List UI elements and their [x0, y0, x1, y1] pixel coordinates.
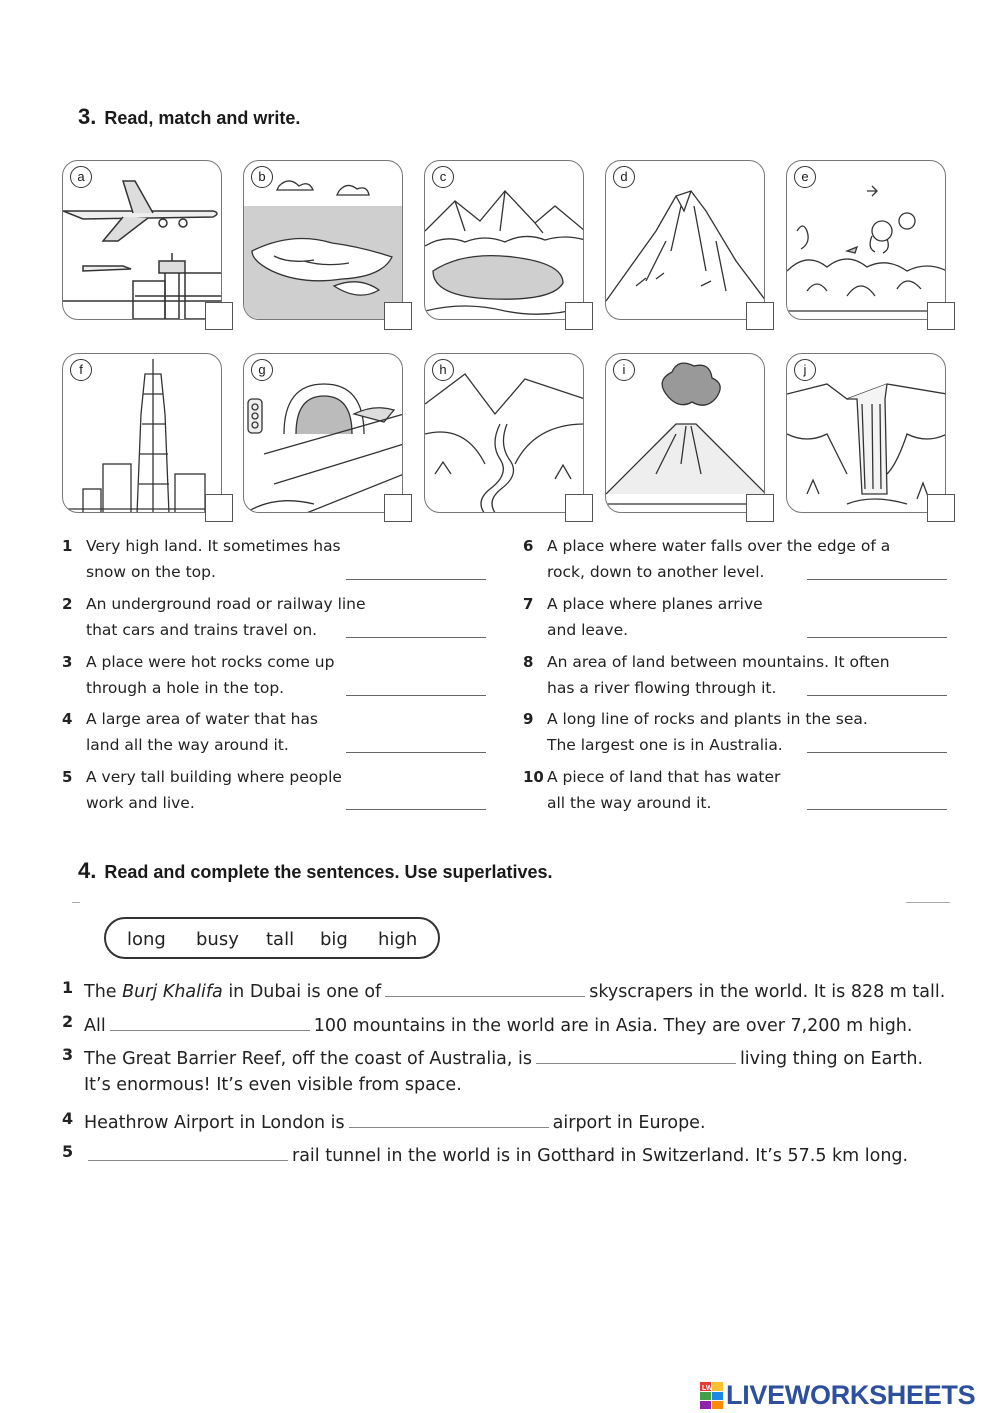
answer-line-1[interactable] — [346, 579, 486, 580]
picture-card-c — [424, 160, 584, 320]
picture-card-i — [605, 353, 765, 513]
clue-number: 5 — [62, 768, 73, 786]
card-letter: e — [794, 166, 816, 188]
exercise-3-instruction: Read, match and write. — [104, 108, 301, 128]
answer-box-i[interactable] — [746, 494, 774, 522]
clue-number: 3 — [62, 653, 73, 671]
blank-1[interactable] — [385, 978, 585, 997]
sentence-text: Heathrow Airport in London is — [84, 1113, 345, 1133]
card-letter: a — [70, 166, 92, 188]
exercise-3-heading — [78, 104, 300, 130]
sentence-text: living thing on Earth. — [739, 1049, 924, 1069]
blank-5[interactable] — [88, 1142, 288, 1161]
exercise-4-number: 4. — [78, 858, 97, 883]
clue-text-line1: A very tall building where people — [86, 768, 342, 786]
picture-card-b — [243, 160, 403, 320]
answer-line-6[interactable] — [807, 579, 947, 580]
clue-text-line2: all the way around it. — [547, 794, 712, 812]
answer-box-j[interactable] — [927, 494, 955, 522]
exercise-4-instruction: Read and complete the sentences. Use superlatives. — [104, 862, 553, 882]
sentence-number: 3 — [62, 1045, 74, 1064]
answer-box-b[interactable] — [384, 302, 412, 330]
answer-line-4[interactable] — [346, 752, 486, 753]
clue-text-line2: work and live. — [86, 794, 195, 812]
card-letter: f — [70, 359, 92, 381]
blank-2[interactable] — [110, 1012, 310, 1031]
sentence-text: skyscrapers in the world. It is 828 m tall. — [589, 982, 946, 1002]
blank-3[interactable] — [536, 1045, 736, 1064]
picture-card-f — [62, 353, 222, 513]
clue-text-line2: rock, down to another level. — [547, 563, 765, 581]
clue-number: 10 — [523, 768, 544, 786]
clue-text-line2: The largest one is in Australia. — [547, 736, 783, 754]
clue-text-line2: through a hole in the top. — [86, 679, 285, 697]
clue-text-line1: A long line of rocks and plants in the sea. — [547, 710, 868, 728]
word-bank-word: busy — [196, 929, 239, 950]
exercise-4-heading — [78, 858, 553, 884]
answer-box-h[interactable] — [565, 494, 593, 522]
word-bank — [104, 917, 440, 959]
clue-number: 6 — [523, 537, 534, 555]
clue-text-line1: Very high land. It sometimes has — [86, 537, 341, 555]
clue-text-line1: A large area of water that has — [86, 710, 318, 728]
clue-text-line1: A place where planes arrive — [547, 595, 763, 613]
card-letter: h — [432, 359, 454, 381]
sentence-number: 2 — [62, 1012, 74, 1031]
sentence-text: All — [84, 1016, 106, 1036]
clue-text-line2: land all the way around it. — [86, 736, 289, 754]
clue-number: 8 — [523, 653, 534, 671]
card-letter: g — [251, 359, 273, 381]
word-bank-word: high — [378, 929, 418, 950]
clue-text-line1: A place were hot rocks come up — [86, 653, 335, 671]
picture-card-j — [786, 353, 946, 513]
clue-text-line2: snow on the top. — [86, 563, 216, 581]
answer-box-f[interactable] — [205, 494, 233, 522]
clue-text-line2: that cars and trains travel on. — [86, 621, 318, 639]
clue-number: 9 — [523, 710, 534, 728]
clue-text-line2: has a river flowing through it. — [547, 679, 777, 697]
answer-box-c[interactable] — [565, 302, 593, 330]
picture-card-h — [424, 353, 584, 513]
answer-box-d[interactable] — [746, 302, 774, 330]
clue-text-line1: A place where water falls over the edge of a — [547, 537, 891, 555]
word-bank-word: tall — [266, 929, 295, 950]
blank-4[interactable] — [349, 1109, 549, 1128]
answer-line-7[interactable] — [807, 637, 947, 638]
answer-line-5[interactable] — [346, 809, 486, 810]
answer-box-e[interactable] — [927, 302, 955, 330]
card-letter: c — [432, 166, 454, 188]
clue-text-line2: and leave. — [547, 621, 629, 639]
clue-number: 1 — [62, 537, 73, 555]
clue-number: 4 — [62, 710, 73, 728]
picture-card-g — [243, 353, 403, 513]
answer-line-8[interactable] — [807, 695, 947, 696]
clue-text-line1: An underground road or railway line — [86, 595, 366, 613]
sentence-text: airport in Europe. — [552, 1113, 706, 1133]
picture-card-e — [786, 160, 946, 320]
card-letter: d — [613, 166, 635, 188]
clue-text-line1: An area of land between mountains. It often — [547, 653, 890, 671]
answer-line-2[interactable] — [346, 637, 486, 638]
clue-number: 7 — [523, 595, 534, 613]
sentence-text: The Great Barrier Reef, off the coast of Australia, is — [84, 1049, 532, 1069]
sentence-text: in Dubai is one of — [222, 982, 382, 1002]
answer-box-g[interactable] — [384, 494, 412, 522]
picture-card-d — [605, 160, 765, 320]
word-bank-word: long — [127, 929, 166, 950]
sentence-text: rail tunnel in the world is in Gotthard in Switzerland. It’s 57.5 km long. — [292, 1146, 909, 1166]
divider-mark — [906, 902, 950, 903]
word-bank-word: big — [320, 929, 348, 950]
clue-number: 2 — [62, 595, 73, 613]
sentence-italic: Burj Khalifa — [122, 982, 223, 1002]
sentence-text-line2: It’s enormous! It’s even visible from space. — [84, 1075, 462, 1095]
divider-mark — [72, 902, 80, 903]
card-letter: j — [794, 359, 816, 381]
answer-line-3[interactable] — [346, 695, 486, 696]
answer-box-a[interactable] — [205, 302, 233, 330]
exercise-3-number: 3. — [78, 104, 97, 129]
sentence-number: 1 — [62, 978, 74, 997]
answer-line-10[interactable] — [807, 809, 947, 810]
answer-line-9[interactable] — [807, 752, 947, 753]
logo-letter: LW — [702, 1385, 713, 1392]
sentence-text: 100 mountains in the world are in Asia. They are over 7,200 m high. — [313, 1016, 913, 1036]
brand-name: LIVEWORKSHEETS — [726, 1380, 976, 1410]
card-letter: i — [613, 359, 635, 381]
sentence-number: 4 — [62, 1109, 74, 1128]
sentence-text: The — [84, 982, 123, 1002]
picture-card-a — [62, 160, 222, 320]
clue-text-line1: A piece of land that has water — [547, 768, 781, 786]
sentence-number: 5 — [62, 1142, 74, 1161]
logo-blocks-icon — [700, 1382, 724, 1410]
card-letter: b — [251, 166, 273, 188]
